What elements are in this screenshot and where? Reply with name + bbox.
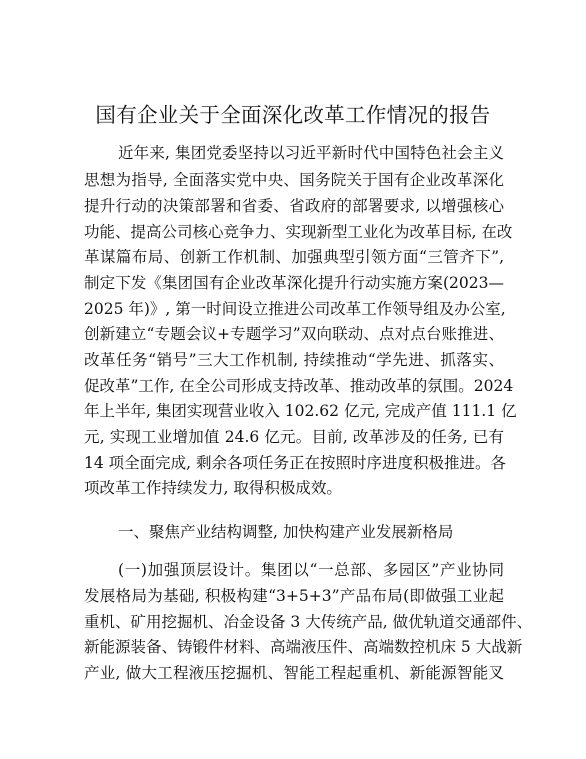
- section-heading-1: 一、聚焦产业结构调整, 加快构建产业发展新格局: [118, 523, 454, 541]
- paragraph-1-line-7: 2025 年)》, 第一时间设立推进公司改革工作领导组及办公室,: [84, 300, 506, 318]
- paragraph-1-line-9: 改革任务“销号”三大工作机制, 持续推动“学先进、抓落实、: [84, 351, 504, 369]
- paragraph-1-line-11: 年上半年, 集团实现营业收入 102.62 亿元, 完成产值 111.1 亿: [84, 402, 517, 420]
- paragraph-1-line-8: 创新建立“专题会议+专题学习”双向联动、点对点台账推进、: [84, 325, 504, 343]
- paragraph-1-line-10: 促改革”工作, 在全公司形成支持改革、推动改革的氛围。2024: [84, 377, 514, 395]
- paragraph-3-line-3: 重机、矿用挖掘机、冶金设备 3 大传统产品, 做优轨道交通部件、: [84, 613, 533, 631]
- paragraph-1-line-12: 元, 实现工业增加值 24.6 亿元。目前, 改革涉及的任务, 已有: [84, 428, 504, 446]
- paragraph-3-line-5: 产业, 做大工程液压挖掘机、智能工程起重机、新能源智能叉: [84, 664, 504, 682]
- paragraph-1-line-1: 近年来, 集团党委坚持以习近平新时代中国特色社会主义: [118, 144, 504, 162]
- document-title: 国有企业关于全面深化改革工作情况的报告: [95, 103, 491, 127]
- paragraph-3-line-1: (一)加强顶层设计。集团以“一总部、多园区”产业协同: [118, 561, 504, 579]
- paragraph-1-line-4: 功能、提高公司核心竞争力、实现新型工业化为改革目标, 在改: [84, 223, 513, 241]
- paragraph-1-line-3: 提升行动的决策部署和省委、省政府的部署要求, 以增强核心: [84, 197, 504, 215]
- paragraph-1-line-6: 制定下发《集团国有企业改革深化提升行动实施方案(2023—: [84, 274, 504, 292]
- paragraph-3-line-2: 发展格局为基础, 积极构建“3+5+3”产品布局(即做强工业起: [84, 587, 504, 605]
- paragraph-1-line-5: 革谋篇布局、创新工作机制、加强典型引领方面“三管齐下”,: [84, 248, 504, 266]
- paragraph-1-line-14: 项改革工作持续发力, 取得积极成效。: [84, 479, 342, 497]
- paragraph-3-line-4: 新能源装备、铸锻件材料、高端液压件、高端数控机床 5 大战新: [84, 638, 523, 656]
- paragraph-1-line-2: 思想为指导, 全面落实党中央、国务院关于国有企业改革深化: [84, 171, 504, 189]
- paragraph-1-line-13: 14 项全面完成, 剩余各项任务正在按照时序进度积极推进。各: [84, 454, 507, 472]
